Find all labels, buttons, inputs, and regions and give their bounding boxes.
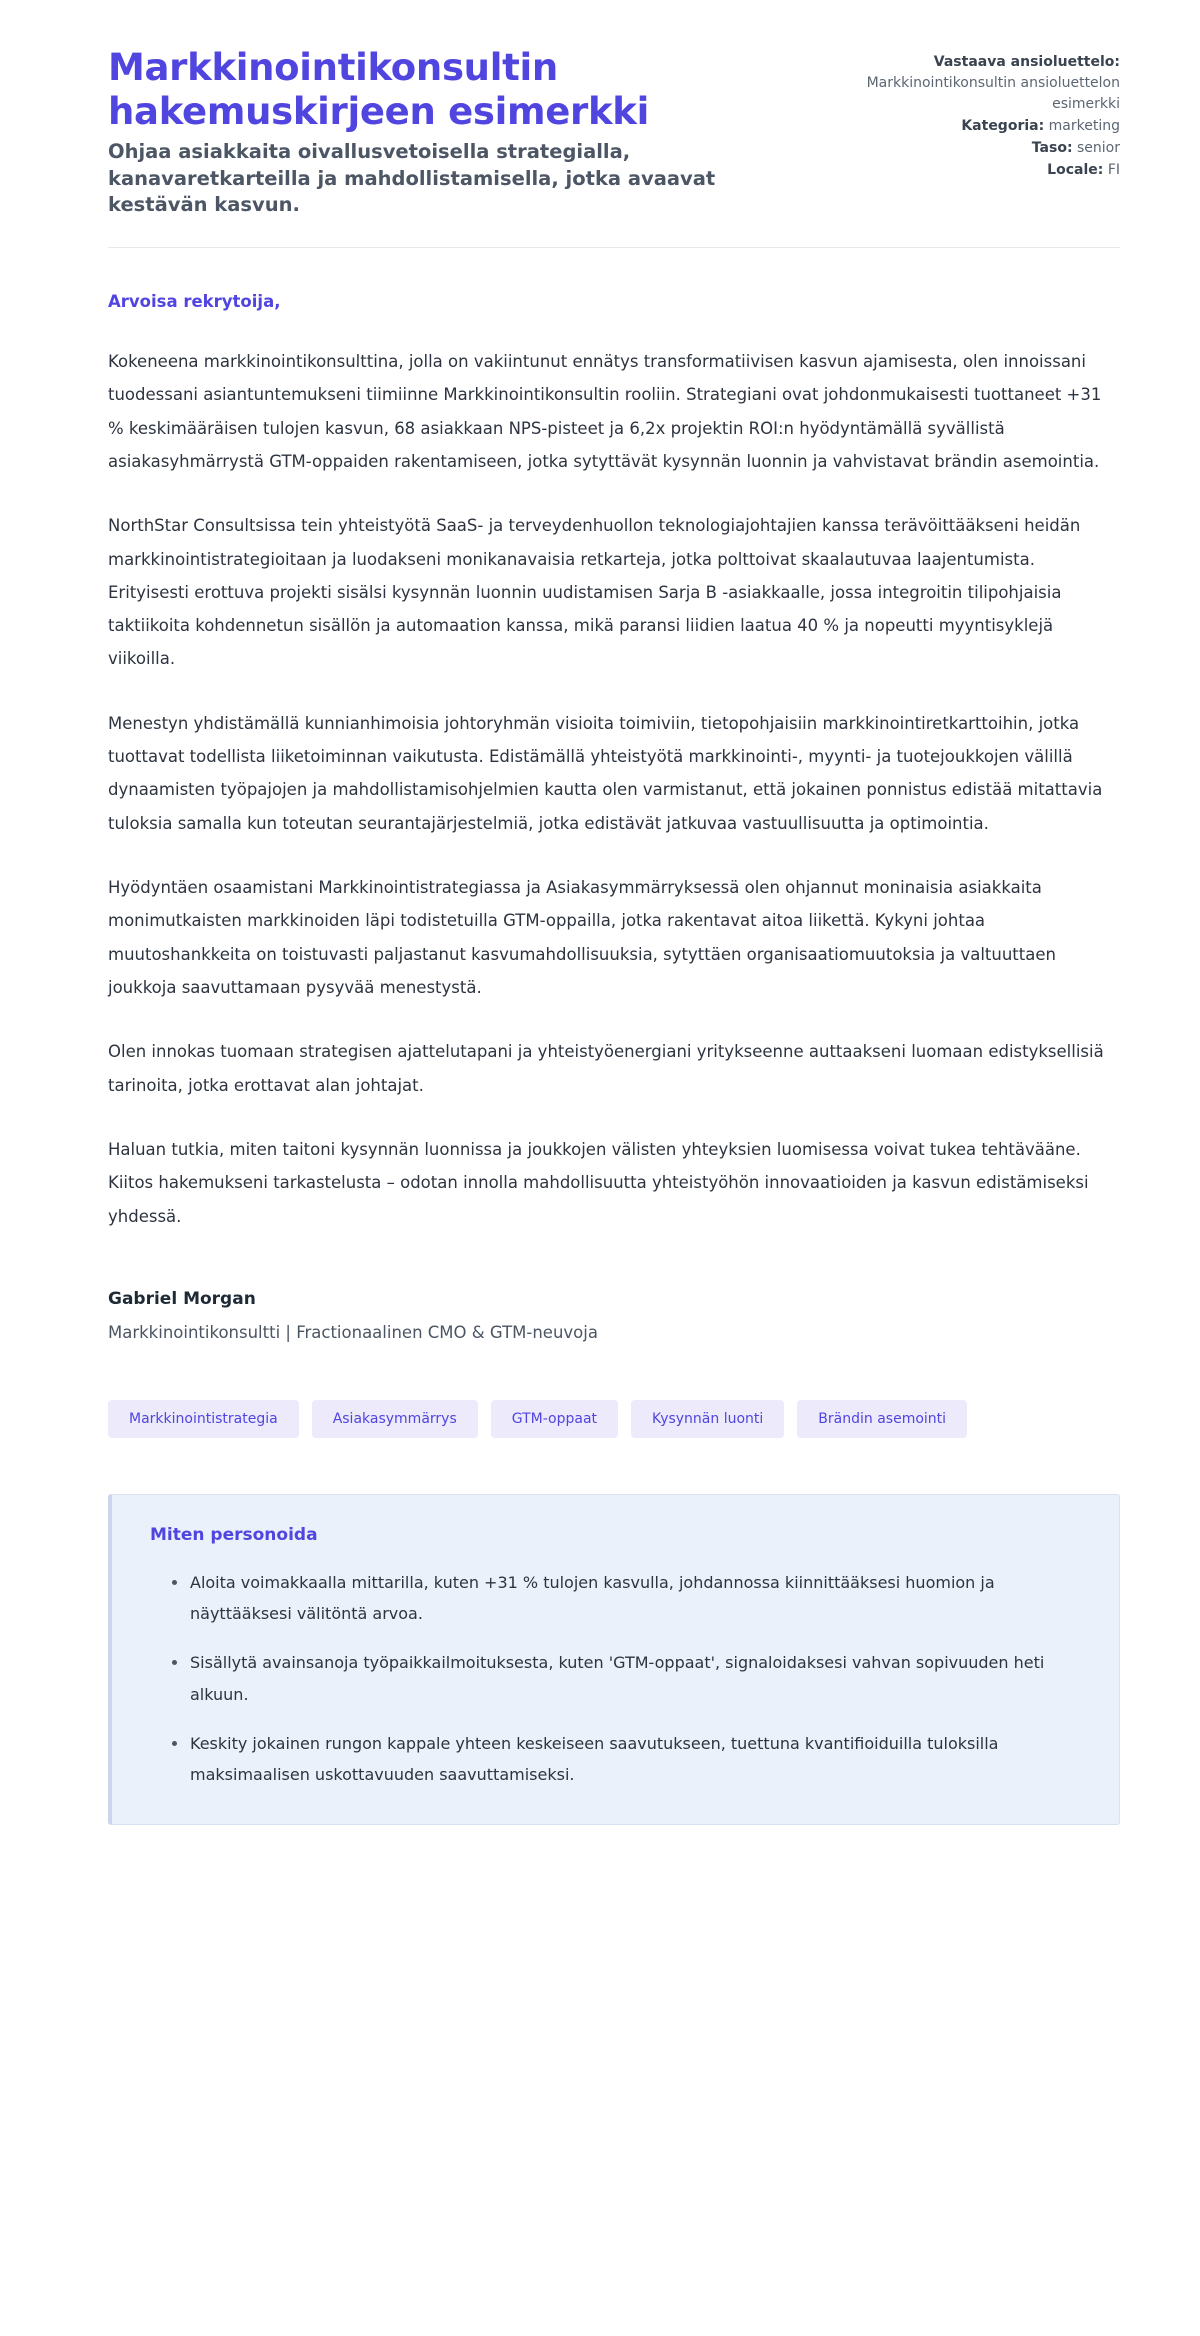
tag-chip[interactable]: Asiakasymmärrys	[312, 1400, 478, 1438]
signature-block	[108, 1289, 1120, 1342]
signature-name: Gabriel Morgan	[108, 1289, 256, 1310]
letter-paragraph: Kokeneena markkinointikonsulttina, jolla on vakiintunut ennätys transformatiivisen kasvun ajamisesta, olen innoissani tuodessani asiantuntemukseni tiimiinne Markkinointikonsultin rooliin. Strategiani ovat johdonmukaisesti tuottaneet +31 % keskimääräisen tulojen kasvun, 68 asiakkaan NPS-pisteet ja 6,2x projektin ROI:n hyödyntämällä syvällistä asiakasyhmärrystä GTM-oppaiden rakentamiseen, jotka sytyttävät kysynnän luonnin ja vahvistavat brändin asemointia.	[108, 351, 1102, 471]
meta-level	[840, 138, 1120, 159]
page-subtitle: Ohjaa asiakkaita oivallusvetoisella strategialla, kanavaretkarteilla ja mahdollistamisella, jotka avaavat kestävän kasvun.	[108, 140, 716, 217]
meta-locale	[840, 160, 1120, 181]
personalization-callout	[108, 1494, 1120, 1825]
tag-chip[interactable]: GTM-oppaat	[491, 1400, 618, 1438]
meta-related-resume-label: Vastaava ansioluettelo:	[933, 54, 1120, 70]
callout-list-item: Keskity jokainen rungon kappale yhteen keskeiseen saavutukseen, tuettuna kvantifioiduilla tuloksilla maksimaalisen uskottavuuden saavuttamiseksi.	[172, 1728, 1081, 1790]
tag-chip[interactable]: Kysynnän luonti	[631, 1400, 784, 1438]
meta-locale-value: FI	[1107, 162, 1120, 178]
signature-role: Markkinointikonsultti | Fractionaalinen CMO & GTM-neuvoja	[108, 1323, 598, 1343]
cover-letter-body	[108, 292, 1120, 1233]
header-title-block	[108, 46, 800, 219]
letter-paragraph: Menestyn yhdistämällä kunnianhimoisia johtoryhmän visioita toimiviin, tietopohjaisiin markkinointiretkarttoihin, jotka tuottavat todellista liiketoiminnan vaikutusta. Edistämällä yhteistyötä markkinointi-, myynti- ja tuotejoukkojen välillä dynaamisten työpajojen ja mahdollistamisohjelmien kautta olen varmistanut, että jokainen ponnistus edistää mitattavia tuloksia samalla kun toteutan seurantajärjestelmiä, jotka edistävät jatkuvaa vastuullisuutta ja optimointia.	[108, 713, 1103, 833]
letter-paragraph: Hyödyntäen osaamistani Markkinointistrategiassa ja Asiakasymmärryksessä olen ohjannut moninaisia asiakkaita monimutkaisten markkinoiden läpi todistetuilla GTM-oppailla, jotka rakentavat aitoa liikettä. Kykyni johtaa muutoshankkeita on toistuvasti paljastanut kasvumahdollisuuksia, sytyttäen organisaatiomuutoksia ja valtuuttaen joukkoja saavuttamaan pysyvää menestystä.	[108, 878, 1056, 998]
salutation: Arvoisa rekrytoija,	[108, 291, 281, 311]
meta-category-label: Kategoria:	[961, 118, 1045, 134]
letter-paragraph: Haluan tutkia, miten taitoni kysynnän luonnissa ja joukkojen välisten yhteyksien luomisessa voivat tukea tehtävääne. Kiitos hakemukseni tarkastelusta – odotan innolla mahdollisuutta yhteistyöhön innovaatioiden ja kasvun edistämiseksi yhdessä.	[108, 1140, 1089, 1226]
document-header	[108, 46, 1120, 247]
tag-list	[108, 1400, 1120, 1438]
header-divider	[108, 247, 1120, 248]
meta-level-value: senior	[1077, 140, 1120, 156]
callout-list-item: Sisällytä avainsanoja työpaikkailmoituksesta, kuten 'GTM-oppaat', signaloidaksesi vahvan sopivuuden heti alkuun.	[172, 1647, 1081, 1709]
callout-list	[150, 1567, 1081, 1790]
meta-category	[840, 116, 1120, 137]
letter-paragraph: Olen innokas tuomaan strategisen ajattelutapani ja yhteistyöenergiani yritykseenne auttaakseni luomaan edistyksellisiä tarinoita, jotka erottavat alan johtajat.	[108, 1042, 1104, 1095]
meta-related-resume	[840, 52, 1120, 115]
tag-chip[interactable]: Markkinointistrategia	[108, 1400, 299, 1438]
meta-level-label: Taso:	[1031, 140, 1073, 156]
meta-category-value: marketing	[1048, 118, 1120, 134]
page-title: Markkinointikonsultin hakemuskirjeen esimerkki	[108, 46, 649, 133]
tag-chip[interactable]: Brändin asemointi	[797, 1400, 967, 1438]
meta-locale-label: Locale:	[1047, 162, 1104, 178]
callout-title: Miten personoida	[150, 1525, 318, 1546]
document-metadata	[840, 46, 1120, 182]
letter-paragraph: NorthStar Consultsissa tein yhteistyötä SaaS- ja terveydenhuollon teknologiajohtajien kanssa terävöittääkseni heidän markkinointistrategioitaan ja luodakseni monikanavaisia retkarteja, jotka polttoivat skaalautuvaa laajentumista. Erityisesti erottuva projekti sisälsi kysynnän luonnin uudistamisen Sarja B -asiakkaalle, jossa integroitin tilipohjaisia taktiikoita kohdennetun sisällön ja automaation kanssa, mikä paransi liidien laatua 40 % ja nopeutti myyntisyklejä viikoilla.	[108, 516, 1081, 669]
meta-related-resume-value: Markkinointikonsultin ansioluettelon esimerkki	[866, 75, 1120, 112]
callout-list-item: Aloita voimakkaalla mittarilla, kuten +31 % tulojen kasvulla, johdannossa kiinnittääksesi huomion ja näyttääksesi välitöntä arvoa.	[172, 1567, 1081, 1629]
